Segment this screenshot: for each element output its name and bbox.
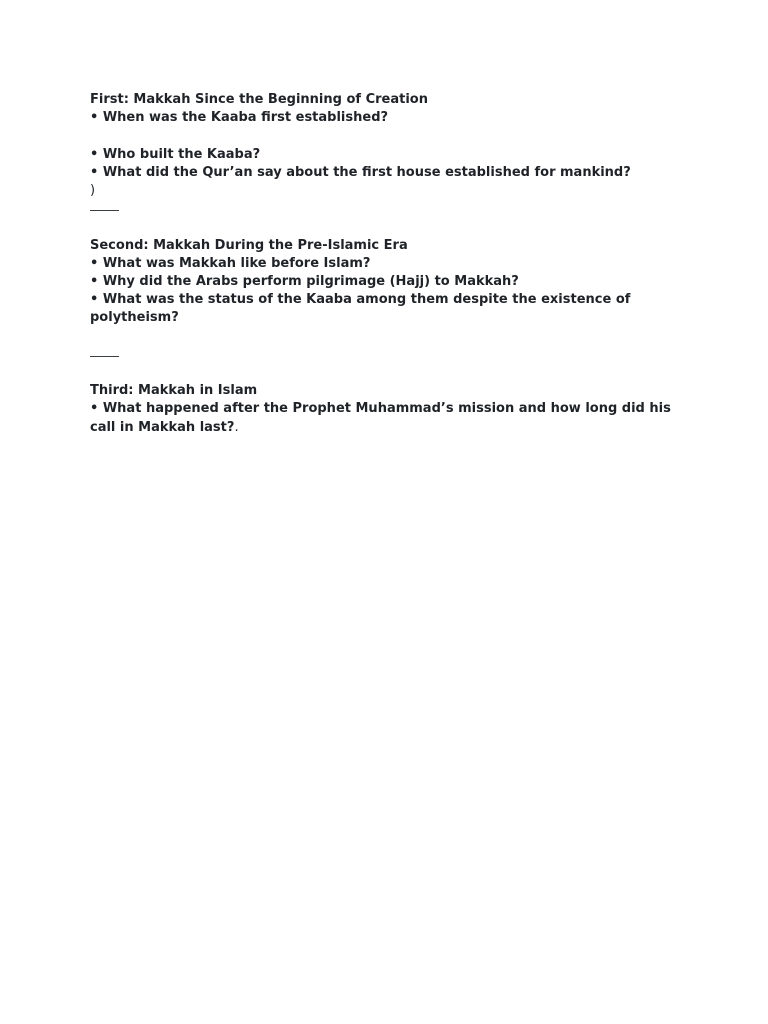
section-2-question-2: • Why did the Arabs perform pilgrimage (Hajj) to Makkah? [90, 273, 519, 289]
section-2-heading: Second: Makkah During the Pre-Islamic Era [90, 237, 408, 253]
section-1-question-1: • When was the Kaaba first established? [90, 110, 389, 126]
section-1-trailing-text: ) [90, 183, 96, 198]
blank-line [90, 127, 690, 145]
section-1-heading: First: Makkah Since the Beginning of Creation [90, 92, 428, 107]
section-2-question-1: • What was Makkah like before Islam? [90, 255, 371, 271]
section-divider-2 [90, 346, 690, 364]
blank-line [90, 328, 690, 346]
blank-line [90, 218, 690, 236]
section-3-question-1-text: • What happened after the Prophet Muhammad’s mission and how long did his call in Makkah last? [90, 401, 676, 435]
blank-line [90, 364, 690, 382]
document-page [90, 91, 690, 437]
section-divider-1 [90, 200, 690, 218]
section-3-question-1 [90, 400, 690, 436]
section-1-question-3: • What did the Qur’an say about the first house established for mankind? [90, 164, 631, 180]
section-1-question-2: • Who built the Kaaba? [90, 146, 261, 162]
section-3-heading: Third: Makkah in Islam [90, 383, 258, 399]
section-2-question-3: • What was the status of the Kaaba among them despite the existence of polytheism? [90, 292, 635, 326]
section-3-question-1-end: . [234, 419, 239, 435]
